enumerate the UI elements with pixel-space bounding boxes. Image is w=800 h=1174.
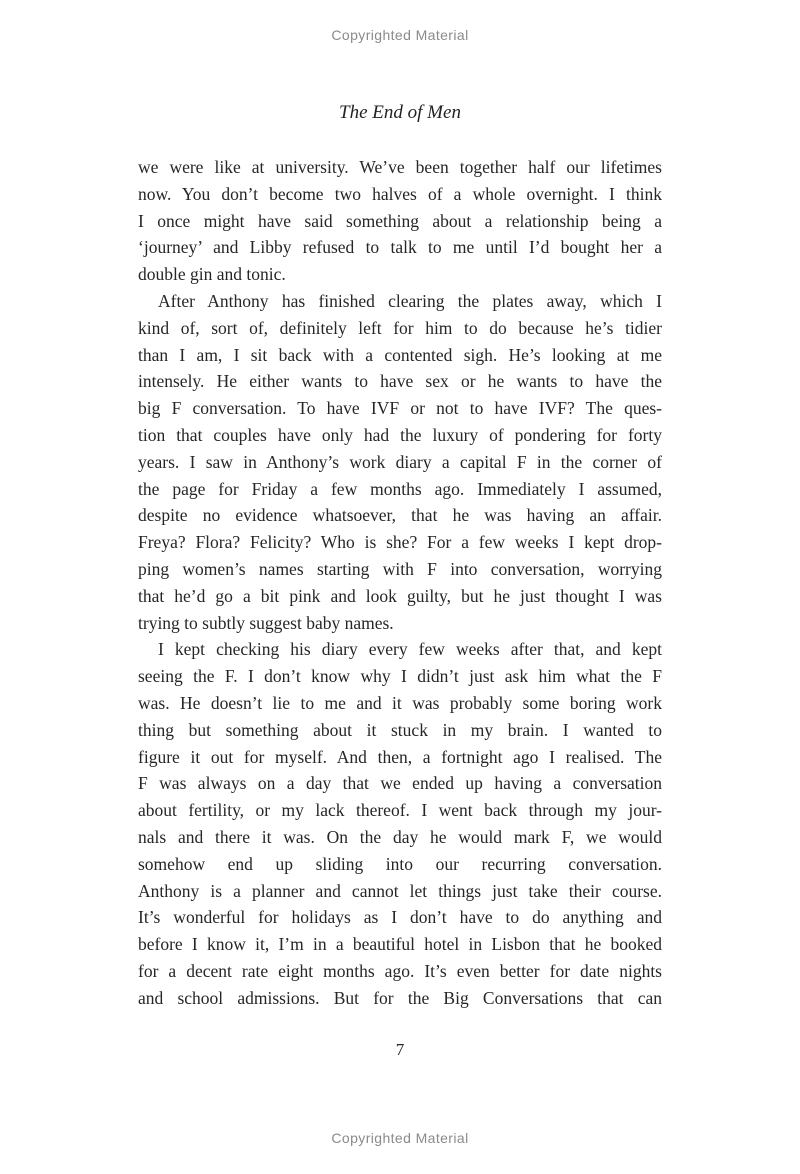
- running-head-title: The End of Men: [339, 102, 461, 123]
- body-text-line: trying to subtly suggest baby names.: [138, 612, 394, 633]
- body-text-line: the page for Friday a few months ago. Immediately I assumed,: [138, 478, 662, 499]
- body-text-line: Anthony is a planner and cannot let things just take their course.: [138, 880, 662, 901]
- body-text-line: I once might have said something about a relationship being a: [138, 210, 662, 231]
- body-text-line: thing but something about it stuck in my brain. I wanted to: [138, 719, 662, 740]
- body-text-line: kind of, sort of, definitely left for him to do because he’s tidier: [138, 317, 662, 338]
- body-text-line: than I am, I sit back with a contented sigh. He’s looking at me: [138, 344, 662, 365]
- body-text-line: ping women’s names starting with F into conversation, worrying: [138, 558, 662, 579]
- body-text-line: and school admissions. But for the Big Conversations that can: [138, 987, 662, 1008]
- body-text-line: intensely. He either wants to have sex or he wants to have the: [138, 371, 662, 392]
- body-text-line: I kept checking his diary every few weeks after that, and kept: [158, 639, 662, 660]
- body-text-line: we were like at university. We’ve been together half our lifetimes: [138, 157, 662, 177]
- body-text-line: about fertility, or my lack thereof. I went back through my jour-: [138, 800, 662, 821]
- body-text-line: tion that couples have only had the luxury of pondering for forty: [138, 424, 662, 445]
- copyright-watermark-bottom: Copyrighted Material: [331, 1130, 469, 1146]
- body-text-line: After Anthony has finished clearing the plates away, which I: [158, 290, 662, 311]
- body-text-line: F was always on a day that we ended up having a conversation: [138, 773, 662, 794]
- body-text-line: double gin and tonic.: [138, 264, 286, 285]
- body-text-line: It’s wonderful for holidays as I don’t have to do anything and: [138, 907, 662, 928]
- body-text-line: despite no evidence whatsoever, that he was having an affair.: [138, 505, 662, 526]
- body-text-line: nals and there it was. On the day he would mark F, we would: [138, 826, 662, 847]
- body-text-line: was. He doesn’t lie to me and it was probably some boring work: [138, 692, 662, 713]
- body-text-line: big F conversation. To have IVF or not to have IVF? The ques-: [138, 398, 662, 419]
- body-text-line: figure it out for myself. And then, a fortnight ago I realised. The: [138, 746, 662, 767]
- body-text-line: before I know it, I’m in a beautiful hotel in Lisbon that he booked: [138, 934, 662, 955]
- body-text-line: that he’d go a bit pink and look guilty, but he just thought I was: [138, 585, 662, 606]
- text-block: [138, 154, 662, 1012]
- page-number: 7: [395, 1040, 405, 1059]
- body-text-line: somehow end up sliding into our recurring conversation.: [138, 853, 662, 874]
- body-text-line: Freya? Flora? Felicity? Who is she? For a few weeks I kept drop-: [138, 532, 662, 553]
- copyright-watermark-top: Copyrighted Material: [331, 27, 469, 43]
- body-text-line: ‘journey’ and Libby refused to talk to me until I’d bought her a: [138, 237, 662, 258]
- body-text-line: years. I saw in Anthony’s work diary a capital F in the corner of: [138, 451, 662, 472]
- body-text-line: seeing the F. I don’t know why I didn’t just ask him what the F: [138, 666, 662, 687]
- body-text-line: for a decent rate eight months ago. It’s even better for date nights: [138, 960, 662, 981]
- body-text-line: now. You don’t become two halves of a whole overnight. I think: [138, 183, 662, 204]
